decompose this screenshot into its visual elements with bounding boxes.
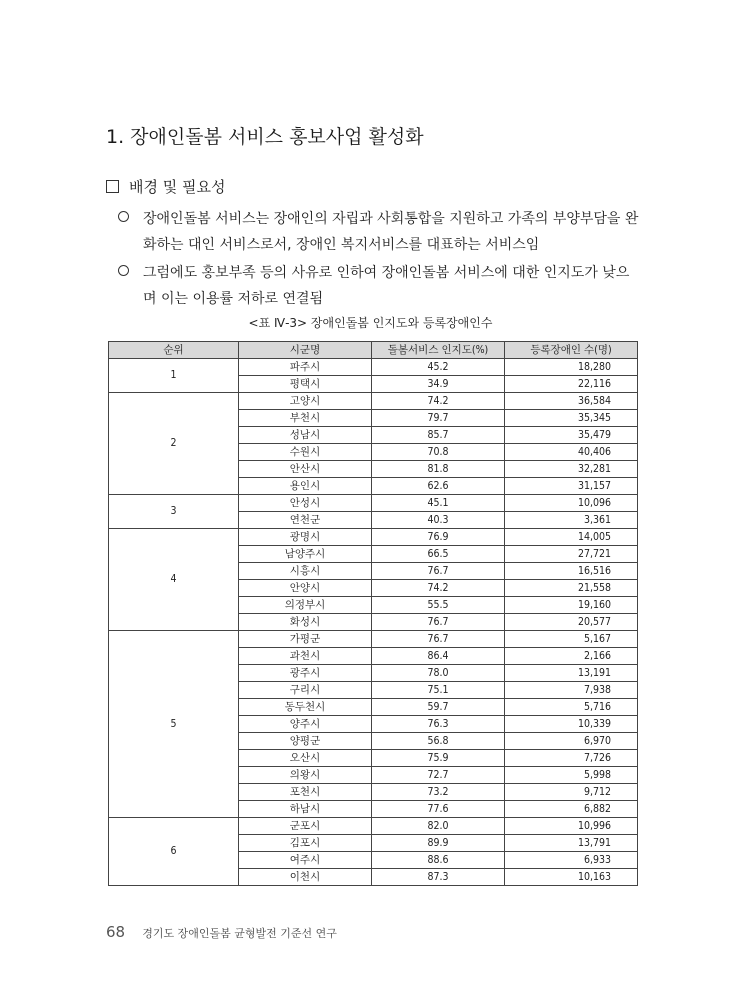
- awareness-cell: 86.4: [372, 648, 505, 665]
- awareness-cell: 87.3: [372, 869, 505, 886]
- registered-count-cell: 20,577: [505, 614, 638, 631]
- sub-heading-text: 배경 및 필요성: [129, 178, 226, 196]
- registered-count-cell: 13,791: [505, 835, 638, 852]
- rank-cell: 3: [109, 495, 239, 529]
- awareness-cell: 55.5: [372, 597, 505, 614]
- bullet-line: 그럼에도 홍보부족 등의 사유로 인하여 장애인돌봄 서비스에 대한 인지도가 낮으: [143, 265, 630, 281]
- awareness-table: [108, 341, 638, 886]
- awareness-cell: 45.2: [372, 359, 505, 376]
- city-cell: 안성시: [239, 495, 372, 512]
- city-cell: 하남시: [239, 801, 372, 818]
- table-row: [109, 359, 638, 376]
- registered-count-cell: 18,280: [505, 359, 638, 376]
- awareness-cell: 77.6: [372, 801, 505, 818]
- registered-count-cell: 14,005: [505, 529, 638, 546]
- registered-count-cell: 21,558: [505, 580, 638, 597]
- awareness-cell: 79.7: [372, 410, 505, 427]
- registered-count-cell: 5,716: [505, 699, 638, 716]
- awareness-cell: 85.7: [372, 427, 505, 444]
- registered-count-cell: 5,167: [505, 631, 638, 648]
- registered-count-cell: 10,096: [505, 495, 638, 512]
- sub-heading: [106, 176, 225, 197]
- city-cell: 김포시: [239, 835, 372, 852]
- city-cell: 부천시: [239, 410, 372, 427]
- city-cell: 성남시: [239, 427, 372, 444]
- rank-cell: 4: [109, 529, 239, 631]
- city-cell: 화성시: [239, 614, 372, 631]
- city-cell: 파주시: [239, 359, 372, 376]
- city-cell: 양평군: [239, 733, 372, 750]
- table-row: [109, 495, 638, 512]
- circle-bullet-icon: [118, 265, 129, 276]
- awareness-cell: 75.1: [372, 682, 505, 699]
- registered-count-cell: 13,191: [505, 665, 638, 682]
- awareness-cell: 72.7: [372, 767, 505, 784]
- city-cell: 군포시: [239, 818, 372, 835]
- registered-count-cell: 10,996: [505, 818, 638, 835]
- table-body: [109, 359, 638, 886]
- bullet-line: 며 이는 이용률 저하로 연결됨: [143, 291, 324, 307]
- bullet-item: [118, 260, 640, 312]
- registered-count-cell: 36,584: [505, 393, 638, 410]
- bullet-item: [118, 206, 640, 258]
- awareness-cell: 82.0: [372, 818, 505, 835]
- table-row: [109, 818, 638, 835]
- registered-count-cell: 27,721: [505, 546, 638, 563]
- city-cell: 시흥시: [239, 563, 372, 580]
- awareness-cell: 40.3: [372, 512, 505, 529]
- city-cell: 의정부시: [239, 597, 372, 614]
- city-cell: 안양시: [239, 580, 372, 597]
- registered-count-cell: 16,516: [505, 563, 638, 580]
- section-title: 1. 장애인돌봄 서비스 홍보사업 활성화: [106, 126, 424, 148]
- city-cell: 오산시: [239, 750, 372, 767]
- column-header-city: 시군명: [239, 342, 372, 359]
- registered-count-cell: 6,882: [505, 801, 638, 818]
- table-header-row: [109, 342, 638, 359]
- registered-count-cell: 35,479: [505, 427, 638, 444]
- city-cell: 남양주시: [239, 546, 372, 563]
- registered-count-cell: 6,933: [505, 852, 638, 869]
- registered-count-cell: 3,361: [505, 512, 638, 529]
- registered-count-cell: 35,345: [505, 410, 638, 427]
- awareness-cell: 76.7: [372, 631, 505, 648]
- awareness-cell: 89.9: [372, 835, 505, 852]
- registered-count-cell: 9,712: [505, 784, 638, 801]
- registered-count-cell: 31,157: [505, 478, 638, 495]
- awareness-cell: 76.9: [372, 529, 505, 546]
- city-cell: 안산시: [239, 461, 372, 478]
- bullet-list: [118, 206, 640, 314]
- square-bullet-icon: [106, 180, 119, 193]
- rank-cell: 1: [109, 359, 239, 393]
- awareness-cell: 75.9: [372, 750, 505, 767]
- circle-bullet-icon: [118, 211, 129, 222]
- city-cell: 과천시: [239, 648, 372, 665]
- city-cell: 이천시: [239, 869, 372, 886]
- page-number: 68: [106, 923, 126, 941]
- bullet-text: [143, 260, 640, 312]
- awareness-cell: 56.8: [372, 733, 505, 750]
- column-header-rank: 순위: [109, 342, 239, 359]
- column-header-awareness: 돌봄서비스 인지도(%): [372, 342, 505, 359]
- rank-cell: 6: [109, 818, 239, 886]
- registered-count-cell: 7,726: [505, 750, 638, 767]
- awareness-cell: 76.3: [372, 716, 505, 733]
- city-cell: 동두천시: [239, 699, 372, 716]
- awareness-cell: 76.7: [372, 614, 505, 631]
- city-cell: 광명시: [239, 529, 372, 546]
- city-cell: 구리시: [239, 682, 372, 699]
- awareness-cell: 34.9: [372, 376, 505, 393]
- city-cell: 여주시: [239, 852, 372, 869]
- column-header-registered: 등록장애인 수(명): [505, 342, 638, 359]
- awareness-cell: 76.7: [372, 563, 505, 580]
- book-title: 경기도 장애인돌봄 균형발전 기준선 연구: [142, 927, 337, 940]
- awareness-cell: 81.8: [372, 461, 505, 478]
- city-cell: 용인시: [239, 478, 372, 495]
- bullet-line: 화하는 대인 서비스로서, 장애인 복지서비스를 대표하는 서비스임: [143, 237, 540, 253]
- awareness-cell: 59.7: [372, 699, 505, 716]
- awareness-cell: 45.1: [372, 495, 505, 512]
- table-row: [109, 631, 638, 648]
- awareness-cell: 74.2: [372, 393, 505, 410]
- awareness-cell: 74.2: [372, 580, 505, 597]
- bullet-line: 장애인돌봄 서비스는 장애인의 자립과 사회통합을 지원하고 가족의 부양부담을 완: [143, 211, 639, 227]
- registered-count-cell: 40,406: [505, 444, 638, 461]
- city-cell: 평택시: [239, 376, 372, 393]
- registered-count-cell: 19,160: [505, 597, 638, 614]
- rank-cell: 2: [109, 393, 239, 495]
- table-caption: <표 Ⅳ-3> 장애인돌봄 인지도와 등록장애인수: [248, 316, 493, 330]
- page-footer: [106, 922, 337, 941]
- awareness-cell: 70.8: [372, 444, 505, 461]
- table-row: [109, 393, 638, 410]
- city-cell: 포천시: [239, 784, 372, 801]
- city-cell: 의왕시: [239, 767, 372, 784]
- city-cell: 광주시: [239, 665, 372, 682]
- city-cell: 고양시: [239, 393, 372, 410]
- rank-cell: 5: [109, 631, 239, 818]
- bullet-text: [143, 206, 640, 258]
- city-cell: 양주시: [239, 716, 372, 733]
- awareness-cell: 88.6: [372, 852, 505, 869]
- registered-count-cell: 7,938: [505, 682, 638, 699]
- city-cell: 가평군: [239, 631, 372, 648]
- registered-count-cell: 6,970: [505, 733, 638, 750]
- registered-count-cell: 10,163: [505, 869, 638, 886]
- city-cell: 연천군: [239, 512, 372, 529]
- registered-count-cell: 2,166: [505, 648, 638, 665]
- registered-count-cell: 5,998: [505, 767, 638, 784]
- awareness-cell: 78.0: [372, 665, 505, 682]
- awareness-cell: 66.5: [372, 546, 505, 563]
- awareness-cell: 62.6: [372, 478, 505, 495]
- registered-count-cell: 32,281: [505, 461, 638, 478]
- registered-count-cell: 22,116: [505, 376, 638, 393]
- table-row: [109, 529, 638, 546]
- registered-count-cell: 10,339: [505, 716, 638, 733]
- awareness-cell: 73.2: [372, 784, 505, 801]
- city-cell: 수원시: [239, 444, 372, 461]
